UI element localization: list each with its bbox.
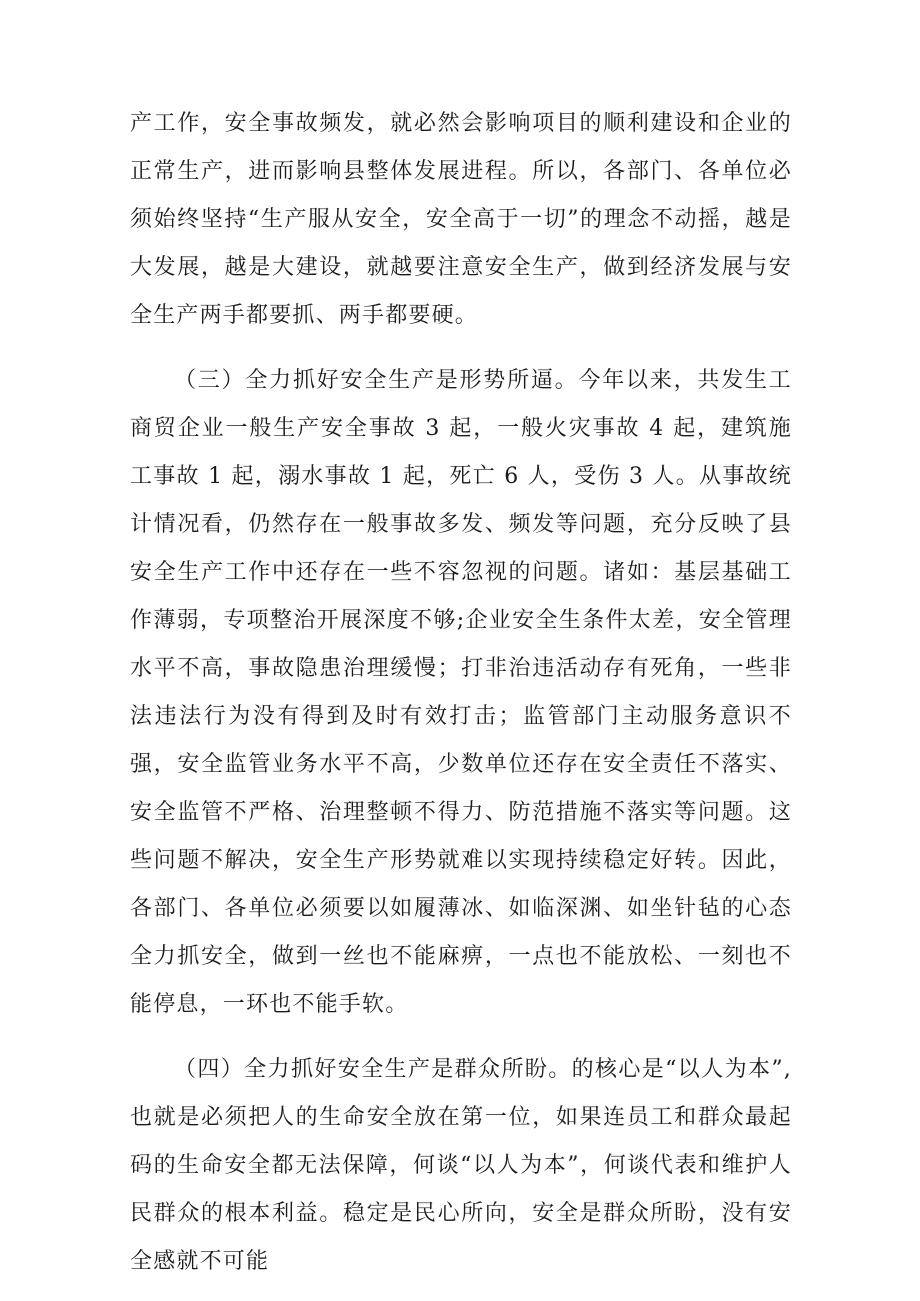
paragraph-continuation: 产工作，安全事故频发，就必然会影响项目的顺利建设和企业的正常生产，进而影响县整体发展进程。所以，各部门、各单位必须始终坚持“生产服从安全，安全高于一切”的理念不动摇，越是大发展，越是大建设，就越要注意安全生产，做到经济发展与安全生产两手都要抓、两手都要硬。 [130, 111, 792, 328]
paragraph-section-three: （三）全力抓好安全生产是形势所逼。今年以来，共发生工商贸企业一般生产安全事故 3 起，一般火灾事故 4 起，建筑施工事故 1 起，溺水事故 1 起，死亡 6 人，受伤 3 人。从事故统计情况看，仍然存在一般事故多发、频发等问题，充分反映了县安全生产工作中还存在一些不容忽视的问题。诸如：基层基础工作薄弱，专项整治开展深度不够;企业安全生条件太差，安全管理水平不高，事故隐患治理缓慢；打非治违活动存有死角，一些非法违法行为没有得到及时有效打击；监管部门主动服务意识不强，安全监管业务水平不高，少数单位还存在安全责任不落实、安全监管不严格、治理整顿不得力、防范措施不落实等问题。这些问题不解决，安全生产形势就难以实现持续稳定好转。因此，各部门、各单位必须要以如履薄冰、如临深渊、如坐针毡的心态全力抓安全，做到一丝也不能麻痹，一点也不能放松、一刻也不能停息，一环也不能手软。 [130, 368, 792, 1017]
paragraph-spacer [130, 340, 792, 357]
paragraph-section-four: （四）全力抓好安全生产是群众所盼。的核心是“以人为本”,也就是必须把人的生命安全放在第一位，如果连员工和群众最起码的生命安全都无法保障，何谈“以人为本”，何谈代表和维护人民群众的根本利益。稳定是民心所向，安全是群众所盼，没有安全感就不可能 [130, 1057, 792, 1274]
document-body [130, 100, 792, 1286]
paragraph-spacer [130, 1029, 792, 1046]
